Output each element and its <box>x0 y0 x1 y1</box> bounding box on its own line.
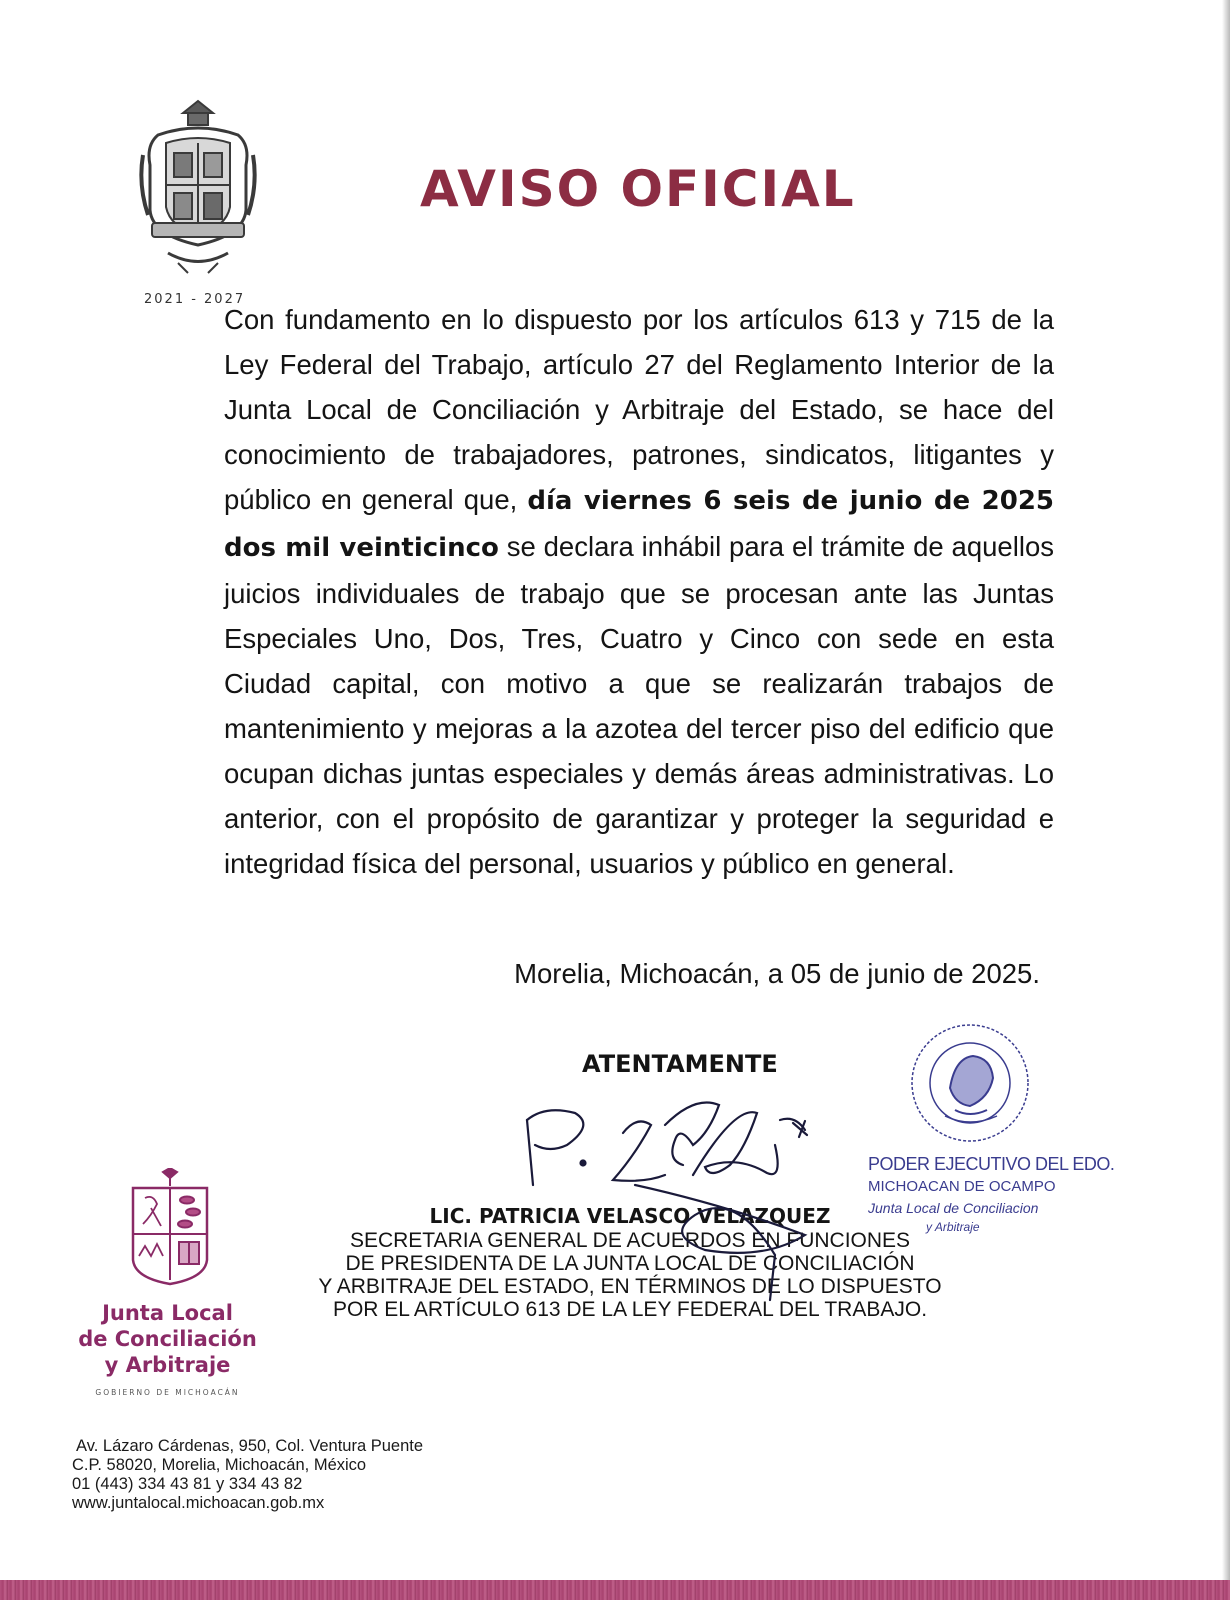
address-line: C.P. 58020, Morelia, Michoacán, México <box>72 1456 367 1474</box>
address-block <box>72 1437 423 1513</box>
institution-name-line: Junta Local <box>102 1301 233 1325</box>
signer-name: LIC. PATRICIA VELASCO VELAZQUEZ <box>429 1204 831 1228</box>
institution-name-line: de Conciliación <box>78 1327 257 1351</box>
phone-line: 01 (443) 334 43 81 y 334 43 82 <box>72 1475 303 1493</box>
notice-body <box>224 297 1054 886</box>
stamp-line: Junta Local de Conciliacion <box>868 1200 1039 1216</box>
institution-name <box>60 1300 275 1378</box>
handwritten-signature <box>505 1085 835 1305</box>
stamp-line: y Arbitraje <box>926 1220 980 1234</box>
administration-period: 2021 - 2027 <box>144 292 246 307</box>
page-title: AVISO OFICIAL <box>420 160 856 218</box>
government-label: GOBIERNO DE MICHOACÁN <box>95 1388 240 1397</box>
page-edge-shadow <box>1222 0 1230 1600</box>
institution-name-line: y Arbitraje <box>104 1353 231 1377</box>
notice-body-date-highlight: día viernes 6 seis de junio de 2025 dos mil veinticinco <box>224 486 1055 563</box>
signer-title-line: Y ARBITRAJE DEL ESTADO, EN TÉRMINOS DE LO DISPUESTO <box>318 1275 942 1298</box>
junta-local-logo-icon <box>125 1168 215 1288</box>
notice-body-intro: Con fundamento en lo dispuesto por los artículos 613 y 715 de la Ley Federal del Trabajo, artículo 27 del Reglamento Interior de la Junta Local de Conciliación y Arbitraje del Estado, se hace del conocimiento de trabajadores, patrones, sindicatos, litigantes y público en general que, <box>224 304 1054 515</box>
michoacan-coat-of-arms-icon <box>138 95 258 285</box>
signer-title-line: SECRETARIA GENERAL DE ACUERDOS EN FUNCIONES <box>349 1229 911 1252</box>
website-line: www.juntalocal.michoacan.gob.mx <box>72 1494 325 1512</box>
place-and-date: Morelia, Michoacán, a 05 de junio de 2025. <box>514 958 1040 989</box>
stamp-line: PODER EJECUTIVO DEL EDO. <box>868 1154 1115 1174</box>
notice-body-rest: se declara inhábil para el trámite de aquellos juicios individuales de trabajo que se procesan ante las Juntas Especiales Uno, Dos, Tres, Cuatro y Cinco con sede en esta Ciudad capital, con motivo a que se realizarán trabajos de mantenimiento y mejoras a la azotea del tercer piso del edificio que ocupan dichas juntas especiales y demás áreas administrativas. Lo anterior, con el propósito de garantizar y proteger la seguridad e integridad física del personal, usuarios y público en general. <box>224 531 1054 879</box>
footer-band <box>0 1580 1230 1600</box>
address-line: Av. Lázaro Cárdenas, 950, Col. Ventura Puente <box>76 1437 424 1455</box>
signer-title-line: POR EL ARTÍCULO 613 DE LA LEY FEDERAL DEL TRABAJO. <box>332 1298 928 1321</box>
mexico-federal-seal-icon <box>905 1018 1035 1148</box>
stamp-line: MICHOACAN DE OCAMPO <box>868 1178 1056 1195</box>
closing-salutation: ATENTAMENTE <box>582 1050 778 1078</box>
signer-title-line: DE PRESIDENTA DE LA JUNTA LOCAL DE CONCILIACIÓN <box>345 1252 915 1275</box>
